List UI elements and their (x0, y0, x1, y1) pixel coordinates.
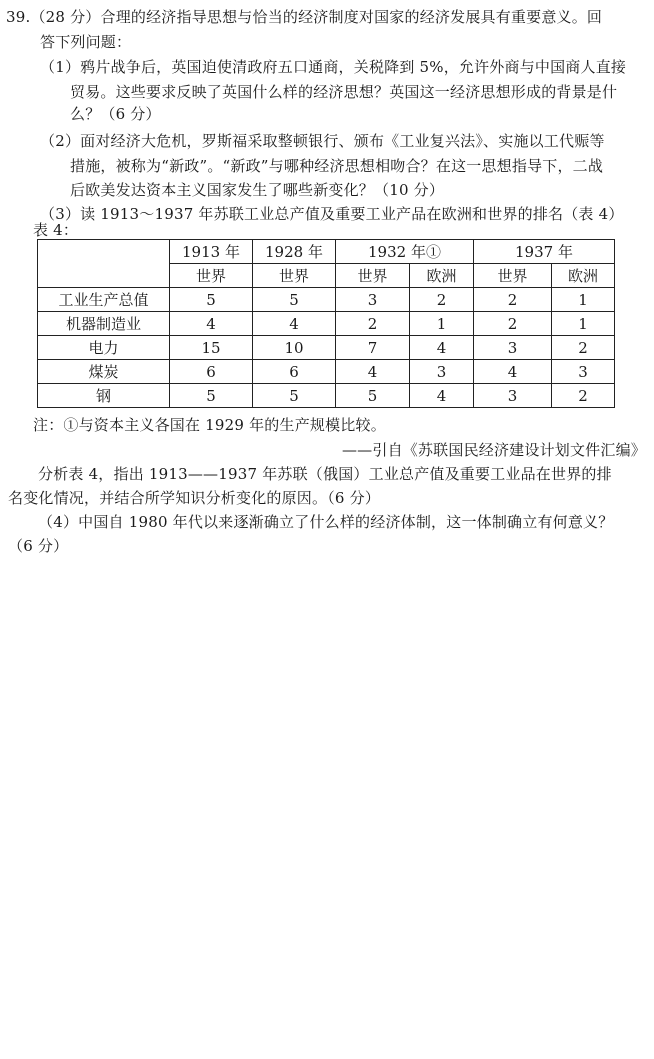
subquestion-4-line-2: （6 分） (8, 537, 69, 555)
table-cell: 5 (170, 384, 253, 408)
table-cell: 5 (253, 384, 336, 408)
row-label: 工业生产总值 (38, 288, 170, 312)
subquestion-2-line-3: 后欧美发达资本主义国家发生了哪些新变化？（10 分） (70, 181, 445, 199)
row-label: 钢 (38, 384, 170, 408)
table-cell: 2 (552, 336, 615, 360)
table-cell: 5 (336, 384, 410, 408)
table-row (38, 336, 615, 360)
ranking-table (37, 239, 615, 408)
year-header: 1937 年 (474, 240, 615, 264)
scope-header: 欧洲 (410, 264, 474, 288)
subquestion-4-line-1: （4）中国自 1980 年代以来逐渐确立了什么样的经济体制，这一体制确立有何意义？ (38, 513, 614, 531)
source-citation: ——引自《苏联国民经济建设计划文件汇编》 (341, 441, 646, 459)
table-cell: 2 (552, 384, 615, 408)
question-stem-line-1: 39.（28 分）合理的经济指导思想与恰当的经济制度对国家的经济发展具有重要意义。回 (6, 8, 603, 26)
table-cell: 4 (474, 360, 552, 384)
table-label: 表 4： (33, 221, 79, 239)
subquestion-1-line-1: （1）鸦片战争后，英国迫使清政府五口通商，关税降到 5%，允许外商与中国商人直接 (40, 58, 627, 76)
row-label: 电力 (38, 336, 170, 360)
table-cell: 4 (170, 312, 253, 336)
table-cell: 15 (170, 336, 253, 360)
scope-header: 世界 (170, 264, 253, 288)
table-cell: 1 (552, 312, 615, 336)
table-cell: 6 (253, 360, 336, 384)
table-cell: 3 (474, 336, 552, 360)
question-stem-line-2: 答下列问题： (40, 33, 132, 51)
subquestion-2-line-2: 措施，被称为“新政”。“新政”与哪种经济思想相吻合？在这一思想指导下，二战 (70, 157, 604, 175)
subquestion-3-line-1: （3）读 1913～1937 年苏联工业总产值及重要工业产品在欧洲和世界的排名（表 4） (40, 205, 624, 223)
table-row (38, 360, 615, 384)
table-row (38, 288, 615, 312)
subquestion-1-line-2: 贸易。这些要求反映了英国什么样的经济思想？英国这一经济思想形成的背景是什 (70, 83, 618, 101)
table-cell: 3 (552, 360, 615, 384)
table-cell: 5 (253, 288, 336, 312)
scope-header: 世界 (336, 264, 410, 288)
table-cell: 4 (410, 336, 474, 360)
table-cell: 2 (474, 288, 552, 312)
table-cell: 7 (336, 336, 410, 360)
table-cell: 5 (170, 288, 253, 312)
table-cell: 1 (410, 312, 474, 336)
row-label: 机器制造业 (38, 312, 170, 336)
subquestion-3-line-2: 分析表 4，指出 1913——1937 年苏联（俄国）工业总产值及重要工业品在世界的排 (38, 465, 612, 483)
table-cell: 3 (410, 360, 474, 384)
row-label: 煤炭 (38, 360, 170, 384)
table-cell: 3 (474, 384, 552, 408)
scope-header: 世界 (474, 264, 552, 288)
table-row (38, 384, 615, 408)
table-cell: 10 (253, 336, 336, 360)
table-cell: 6 (170, 360, 253, 384)
table-cell: 2 (336, 312, 410, 336)
year-header: 1913 年 (170, 240, 253, 264)
scope-header: 世界 (253, 264, 336, 288)
table-cell: 2 (474, 312, 552, 336)
table-header-years (38, 240, 615, 264)
year-header: 1928 年 (253, 240, 336, 264)
table-cell: 4 (410, 384, 474, 408)
table-cell: 4 (336, 360, 410, 384)
table-cell: 3 (336, 288, 410, 312)
subquestion-1-line-3: 么？（6 分） (70, 105, 161, 123)
subquestion-3-line-3: 名变化情况，并结合所学知识分析变化的原因。（6 分） (8, 489, 381, 507)
table-cell: 2 (410, 288, 474, 312)
scope-header: 欧洲 (552, 264, 615, 288)
table-note: 注：①与资本主义各国在 1929 年的生产规模比较。 (33, 416, 386, 434)
table-cell: 1 (552, 288, 615, 312)
table-cell: 4 (253, 312, 336, 336)
subquestion-2-line-1: （2）面对经济大危机，罗斯福采取整顿银行、颁布《工业复兴法》、实施以工代赈等 (40, 132, 605, 150)
table-row (38, 312, 615, 336)
year-header: 1932 年① (336, 240, 474, 264)
table-corner-cell (38, 240, 170, 288)
